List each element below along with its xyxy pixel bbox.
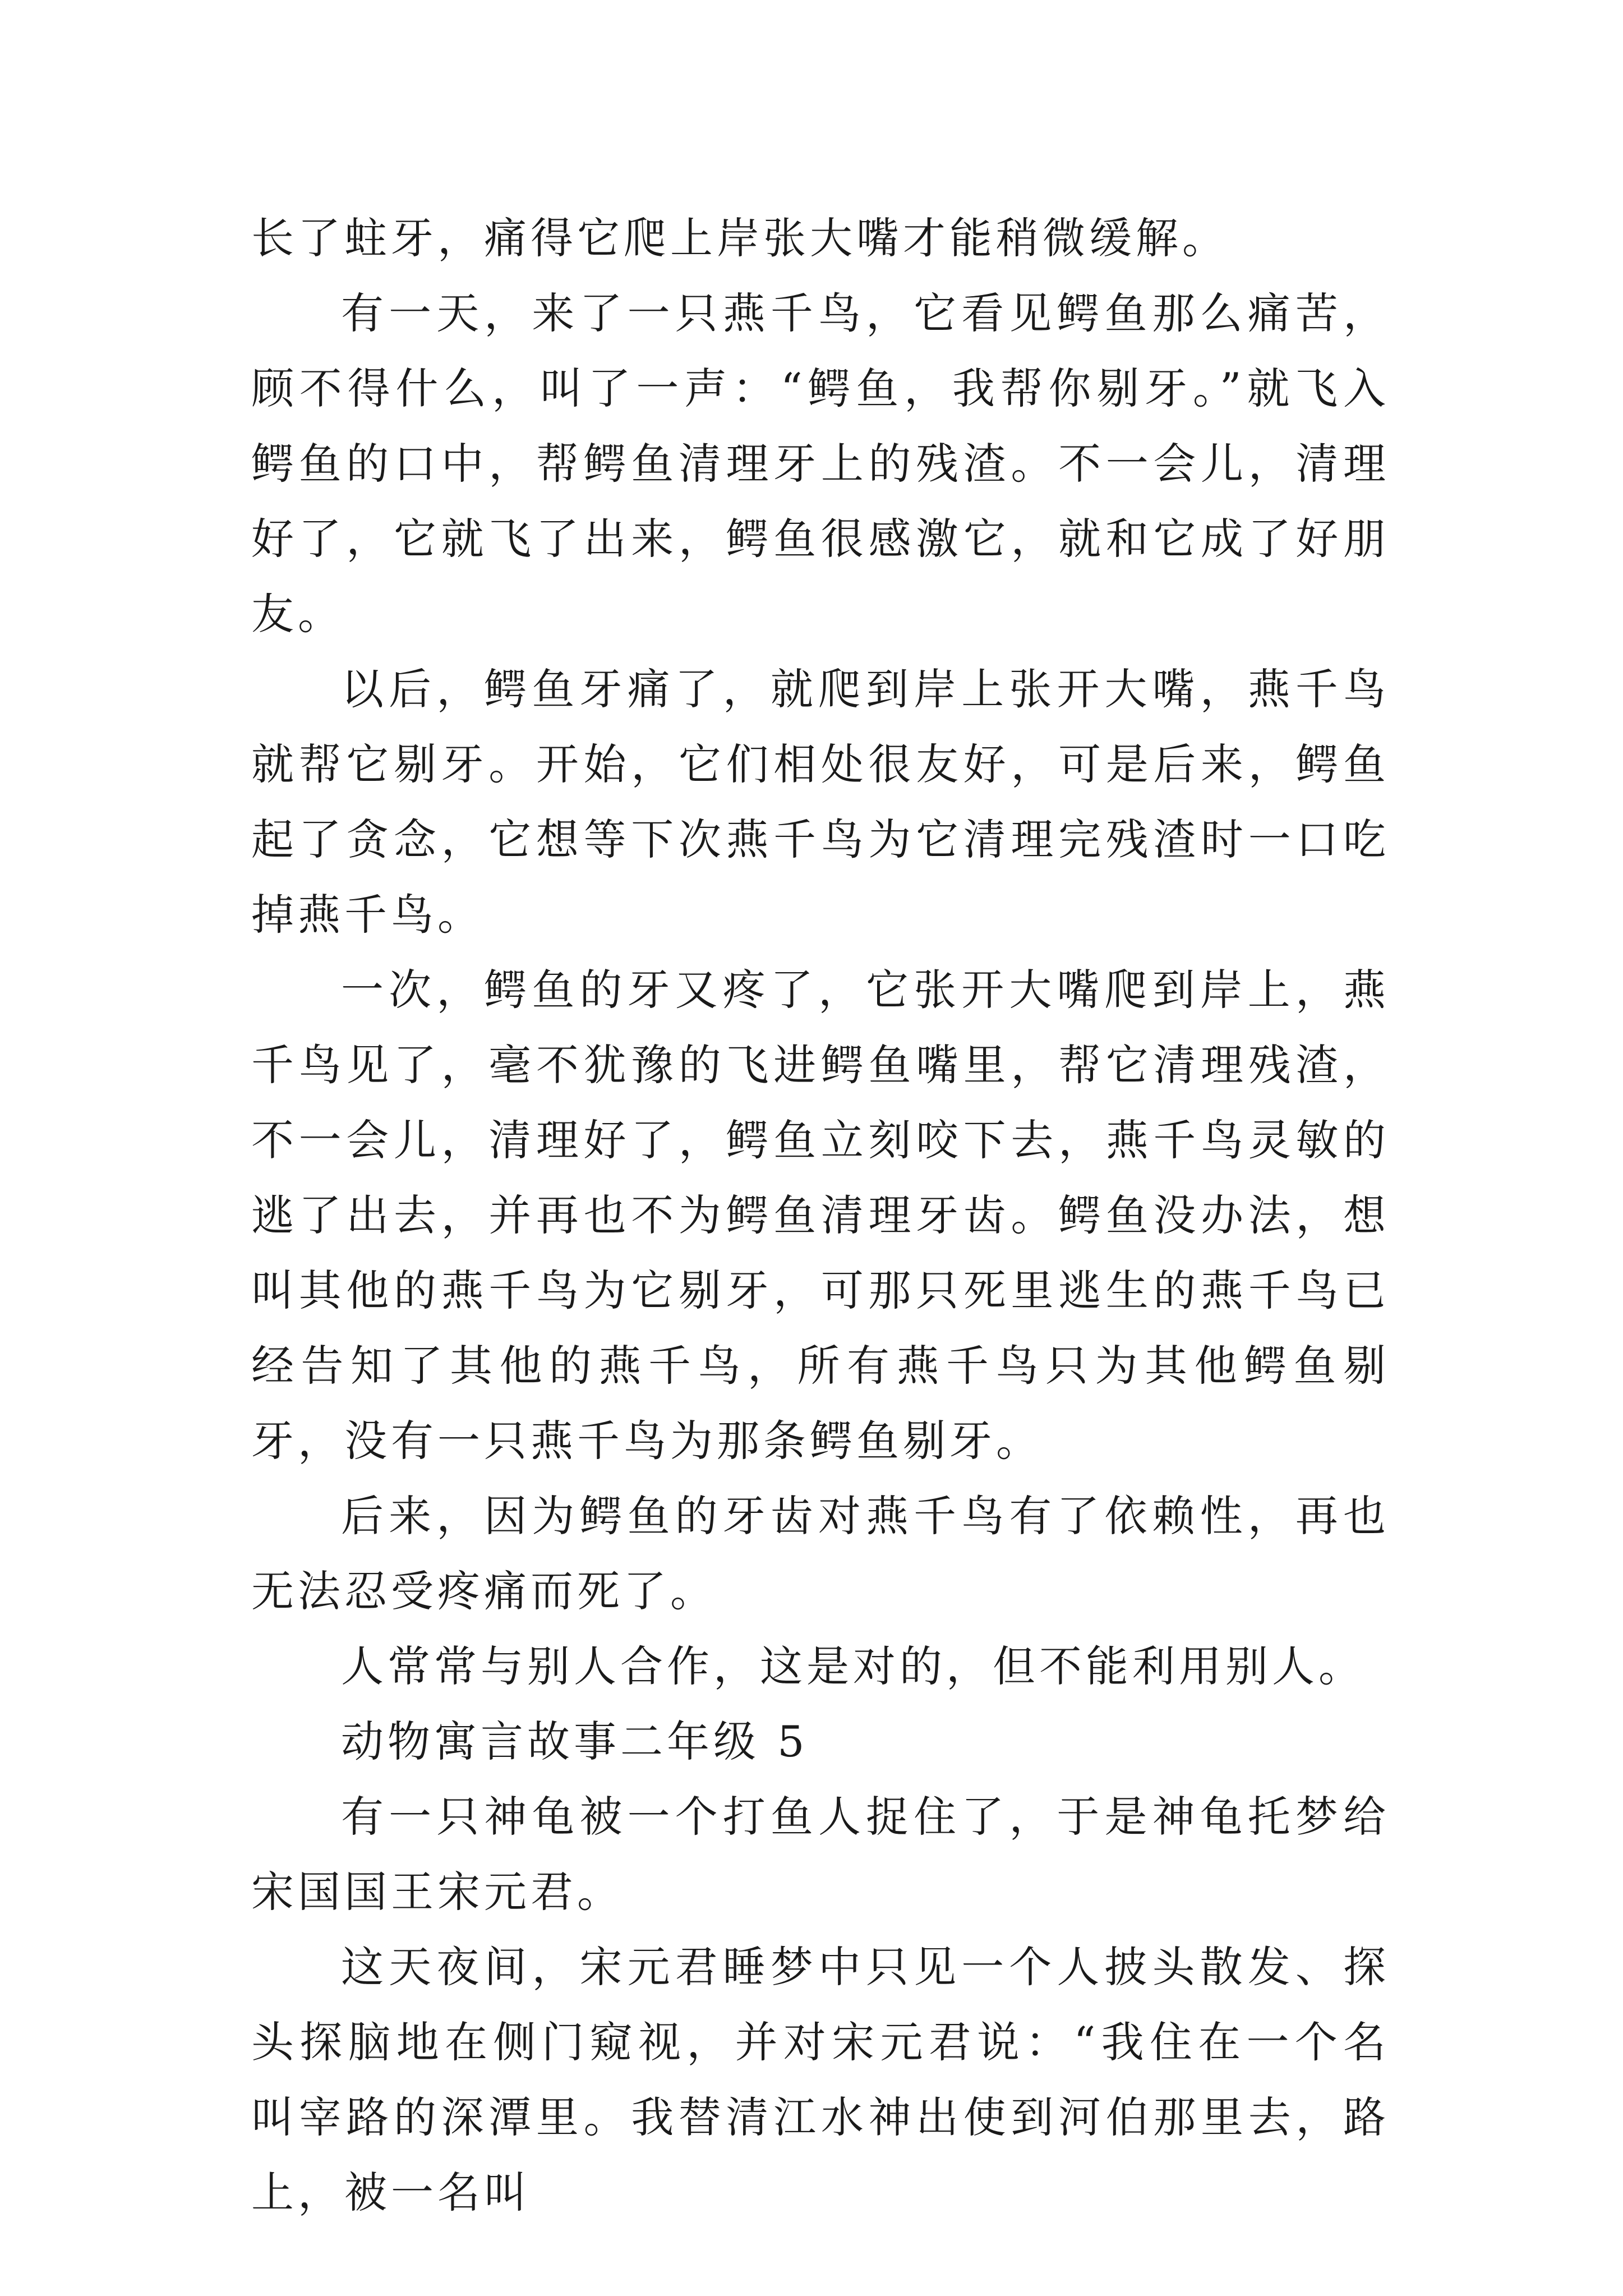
paragraph-6: 人常常与别人合作，这是对的，但不能利用别人。 [341,1641,1365,1691]
paragraph-7: 有一只神龟被一个打鱼人捉住了，于是神龟托梦给宋国国王宋元君。 [251,1792,1390,1917]
paragraph-2: 有一天，来了一只燕千鸟，它看见鳄鱼那么痛苦，顾不得什么，叫了一声：“鳄鱼，我帮你剔牙。”就飞入鳄鱼的口中，帮鳄鱼清理牙上的残渣。不一会儿，清理好了，它就飞了出来，鳄鱼很感激它，就和它成了好朋友。 [251,288,1390,639]
document-body [251,201,1390,2230]
paragraph-8: 这天夜间，宋元君睡梦中只见一个人披头散发、探头探脑地在侧门窥视，并对宋元君说：“我住在一个名叫宰路的深潭里。我替清江水神出使到河伯那里去，路上，被一名叫 [251,1942,1390,2217]
paragraph-1: 长了蛀牙，痛得它爬上岸张大嘴才能稍微缓解。 [251,213,1229,263]
paragraph-3: 以后，鳄鱼牙痛了，就爬到岸上张开大嘴，燕千鸟就帮它剔牙。开始，它们相处很友好，可是后来，鳄鱼起了贪念，它想等下次燕千鸟为它清理完残渣时一口吃掉燕千鸟。 [251,664,1390,940]
paragraph-5: 后来，因为鳄鱼的牙齿对燕千鸟有了依赖性，再也无法忍受疼痛而死了。 [251,1491,1390,1616]
paragraph-4: 一次，鳄鱼的牙又疼了，它张开大嘴爬到岸上，燕千鸟见了，毫不犹豫的飞进鳄鱼嘴里，帮它清理残渣，不一会儿，清理好了，鳄鱼立刻咬下去，燕千鸟灵敏的逃了出去，并再也不为鳄鱼清理牙齿。鳄鱼没办法，想叫其他的燕千鸟为它剔牙，可那只死里逃生的燕千鸟已经告知了其他的燕千鸟，所有燕千鸟只为其他鳄鱼剔牙，没有一只燕千鸟为那条鳄鱼剔牙。 [251,965,1390,1466]
section-heading: 动物寓言故事二年级 5 [341,1717,809,1766]
